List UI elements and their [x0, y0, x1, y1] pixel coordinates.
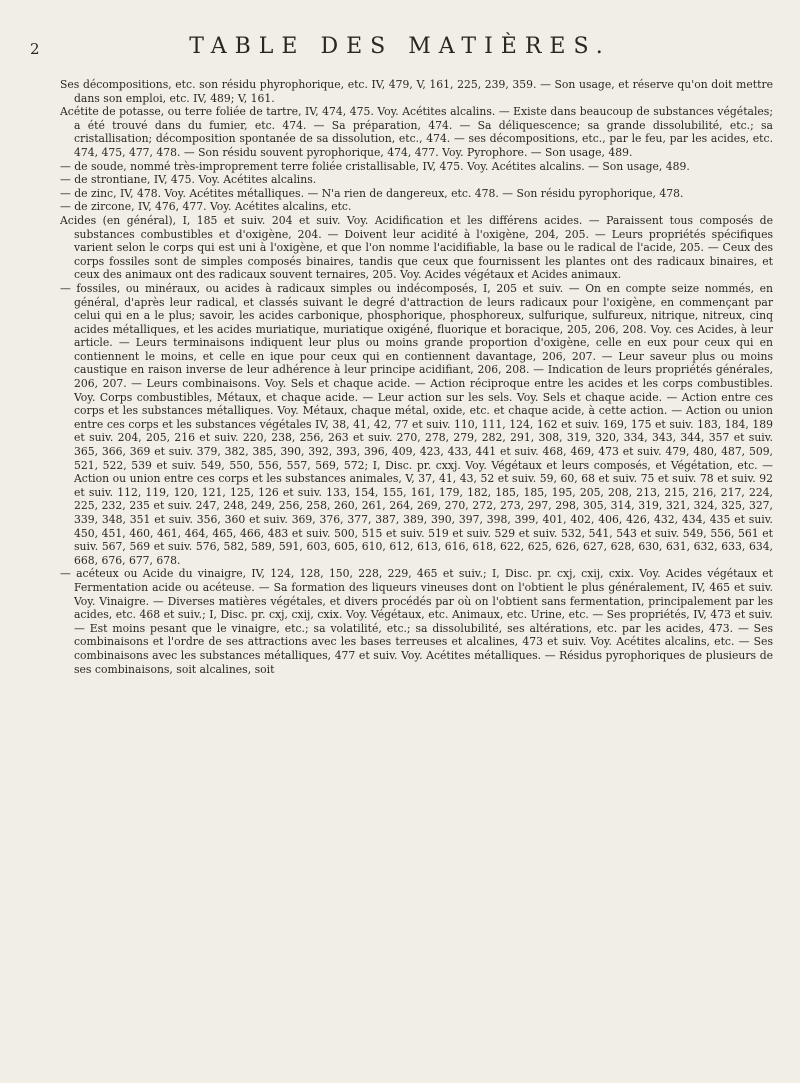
- index-entry: — de strontiane, IV, 475. Voy. Acétites alcalins.: [60, 173, 317, 187]
- index-entry: — acéteux ou Acide du vinaigre, IV, 124, 128, 150, 228, 229, 465 et suiv.; I, Disc. pr. cxj, cxij, cxix. Voy. Acides végétaux et Fermentation acide ou acéteuse. — Sa formation des liqueurs vineuses dont on l'obtient le plus généralement, IV, 465 et suiv. Voy. Vinaigre. — Diverses matières végétales, et divers procédés par où on l'obtient sans fermentation, principalement par les acides, etc. 468 et suiv.; I, Disc. pr. cxj, cxij, cxix. Voy. Végétaux, etc. Animaux, etc. Urine, etc. — Ses propriétés, IV, 473 et suiv. — Est moins pesant que le vinaigre, etc.; sa volatilité, etc.; sa dissolubilité, ses altérations, etc. par les acides, 473. — Ses combinaisons et l'ordre de ses attractions avec les bases terreuses et alcalines, 473 et suiv. Voy. Acétites alcalins, etc. — Ses combinaisons avec les substances métalliques, 477 et suiv. Voy. Acétites métalliques. — Résidus pyrophoriques de plusieurs de ses combinaisons, soit alcalines, soit: [60, 567, 773, 676]
- index-entry: — de soude, nommé très-improprement terre foliée cristallisable, IV, 475. Voy. Acétites alcalins. — Son usage, 489.: [60, 159, 690, 173]
- index-entry: Acétite de potasse, ou terre foliée de tartre, IV, 474, 475. Voy. Acétites alcalins. — Existe dans beaucoup de substances végétales; a été trouvé dans du fumier, etc. 474. — Sa préparation, 474. — Sa déliquescence; sa grande dissolubilité, etc.; sa cristallisation; décomposition spontanée de sa dissolution, etc., 474. — ses décompositions, etc., par le feu, par les acides, etc. 474, 475, 477, 478. — Son résidu souvent pyrophorique, 474, 477. Voy. Pyrophore. — Son usage, 489.: [60, 105, 773, 159]
- index-entry: — de zinc, IV, 478. Voy. Acétites métalliques. — N'a rien de dangereux, etc. 478. — Son résidu pyrophorique, 478.: [60, 186, 684, 200]
- index-entry: — fossiles, ou minéraux, ou acides à radicaux simples ou indécomposés, I, 205 et suiv. — On en compte seize nommés, en général, d'après leur radical, et classés suivant le degré d'attraction de leurs radicaux pour l'oxigène, en commençant par celui qui en a le plus; savoir, les acides carbonique, phosphorique, phosphoreux, sulfurique, sulfureux, nitrique, nitreux, cinq acides métalliques, et les acides muriatique, muriatique oxigéné, fluorique et boracique, 205, 206, 208. Voy. ces Acides, à leur article. — Leurs terminaisons indiquent leur plus ou moins grande proportion d'oxigène, celle en eux pour ceux qui en contiennent le moins, et celle en ique pour ceux qui en contiennent davantage, 206, 207. — Leur saveur plus ou moins caustique en raison inverse de leur adhérence à leur principe acidifiant, 206, 208. — Indication de leurs propriétés générales, 206, 207. — Leurs combinaisons. Voy. Sels et chaque acide. — Action réciproque entre les acides et les corps combustibles. Voy. Corps combustibles, Métaux, et chaque acide. — Leur action sur les sels. Voy. Sels et chaque acide. — Action entre ces corps et les substances métalliques. Voy. Métaux, chaque métal, oxide, etc. et chaque acide, à cette action. — Action ou union entre ces corps et les substances végétales IV, 38, 41, 42, 77 et suiv. 110, 111, 124, 162 et suiv. 169, 175 et suiv. 183, 184, 189 et suiv. 204, 205, 216 et suiv. 220, 238, 256, 263 et suiv. 270, 278, 279, 282, 291, 308, 319, 320, 334, 343, 344, 357 et suiv. 365, 366, 369 et suiv. 379, 382, 385, 390, 392, 393, 396, 409, 423, 433, 441 et suiv. 468, 469, 473 et suiv. 479, 480, 487, 509, 521, 522, 539 et suiv. 549, 550, 556, 557, 569, 572; I, Disc. pr. cxxj. Voy. Végétaux et leurs composés, et Végétation, etc. — Action ou union entre ces corps et les substances animales, V, 37, 41, 43, 52 et suiv. 59, 60, 68 et suiv. 75 et suiv. 78 et suiv. 92 et suiv. 112, 119, 120, 121, 125, 126 et suiv. 133, 154, 155, 161, 179, 182, 185, 185, 195, 205, 208, 213, 215, 216, 217, 224, 225, 232, 235 et suiv. 247, 248, 249, 256, 258, 260, 261, 264, 269, 270, 272, 273, 297, 298, 305, 314, 319, 321, 324, 325, 327, 339, 348, 351 et suiv. 356, 360 et suiv. 369, 376, 377, 387, 389, 390, 397, 398, 399, 401, 402, 406, 426, 432, 434, 435 et suiv. 450, 451, 460, 461, 464, 465, 466, 483 et suiv. 500, 515 et suiv. 519 et suiv. 529 et suiv. 532, 541, 543 et suiv. 549, 556, 561 et suiv. 567, 569 et suiv. 576, 582, 589, 591, 603, 605, 610, 612, 613, 616, 618, 622, 625, 626, 627, 628, 630, 631, 632, 633, 634, 668, 676, 677, 678.: [60, 281, 773, 567]
- page-header: [0, 28, 800, 64]
- page-number: 2: [30, 40, 40, 58]
- index-entry: Ses décompositions, etc. son résidu phyrophorique, etc. IV, 479, V, 161, 225, 239, 359. — Son usage, et réserve qu'on doit mettre dans son emploi, etc. IV, 489; V, 161.: [60, 78, 773, 105]
- running-title: TABLE DES MATIÈRES.: [189, 34, 611, 59]
- index-body: [60, 78, 773, 676]
- index-entry: — de zircone, IV, 476, 477. Voy. Acétites alcalins, etc.: [60, 200, 352, 214]
- index-entry: Acides (en général), I, 185 et suiv. 204 et suiv. Voy. Acidification et les différens acides. — Paraissent tous composés de substances combustibles et d'oxigène, 204. — Doivent leur acidité à l'oxigène, 204, 205. — Leurs propriétés spécifiques varient selon le corps qui est uni à l'oxigène, et que l'on nomme l'acidifiable, la base ou le radical de l'acide, 205. — Ceux des corps fossiles sont de simples composés binaires, tandis que ceux que fournissent les plantes ont des radicaux binaires, et ceux des animaux ont des radicaux souvent ternaires, 205. Voy. Acides végétaux et Acides animaux.: [60, 213, 773, 282]
